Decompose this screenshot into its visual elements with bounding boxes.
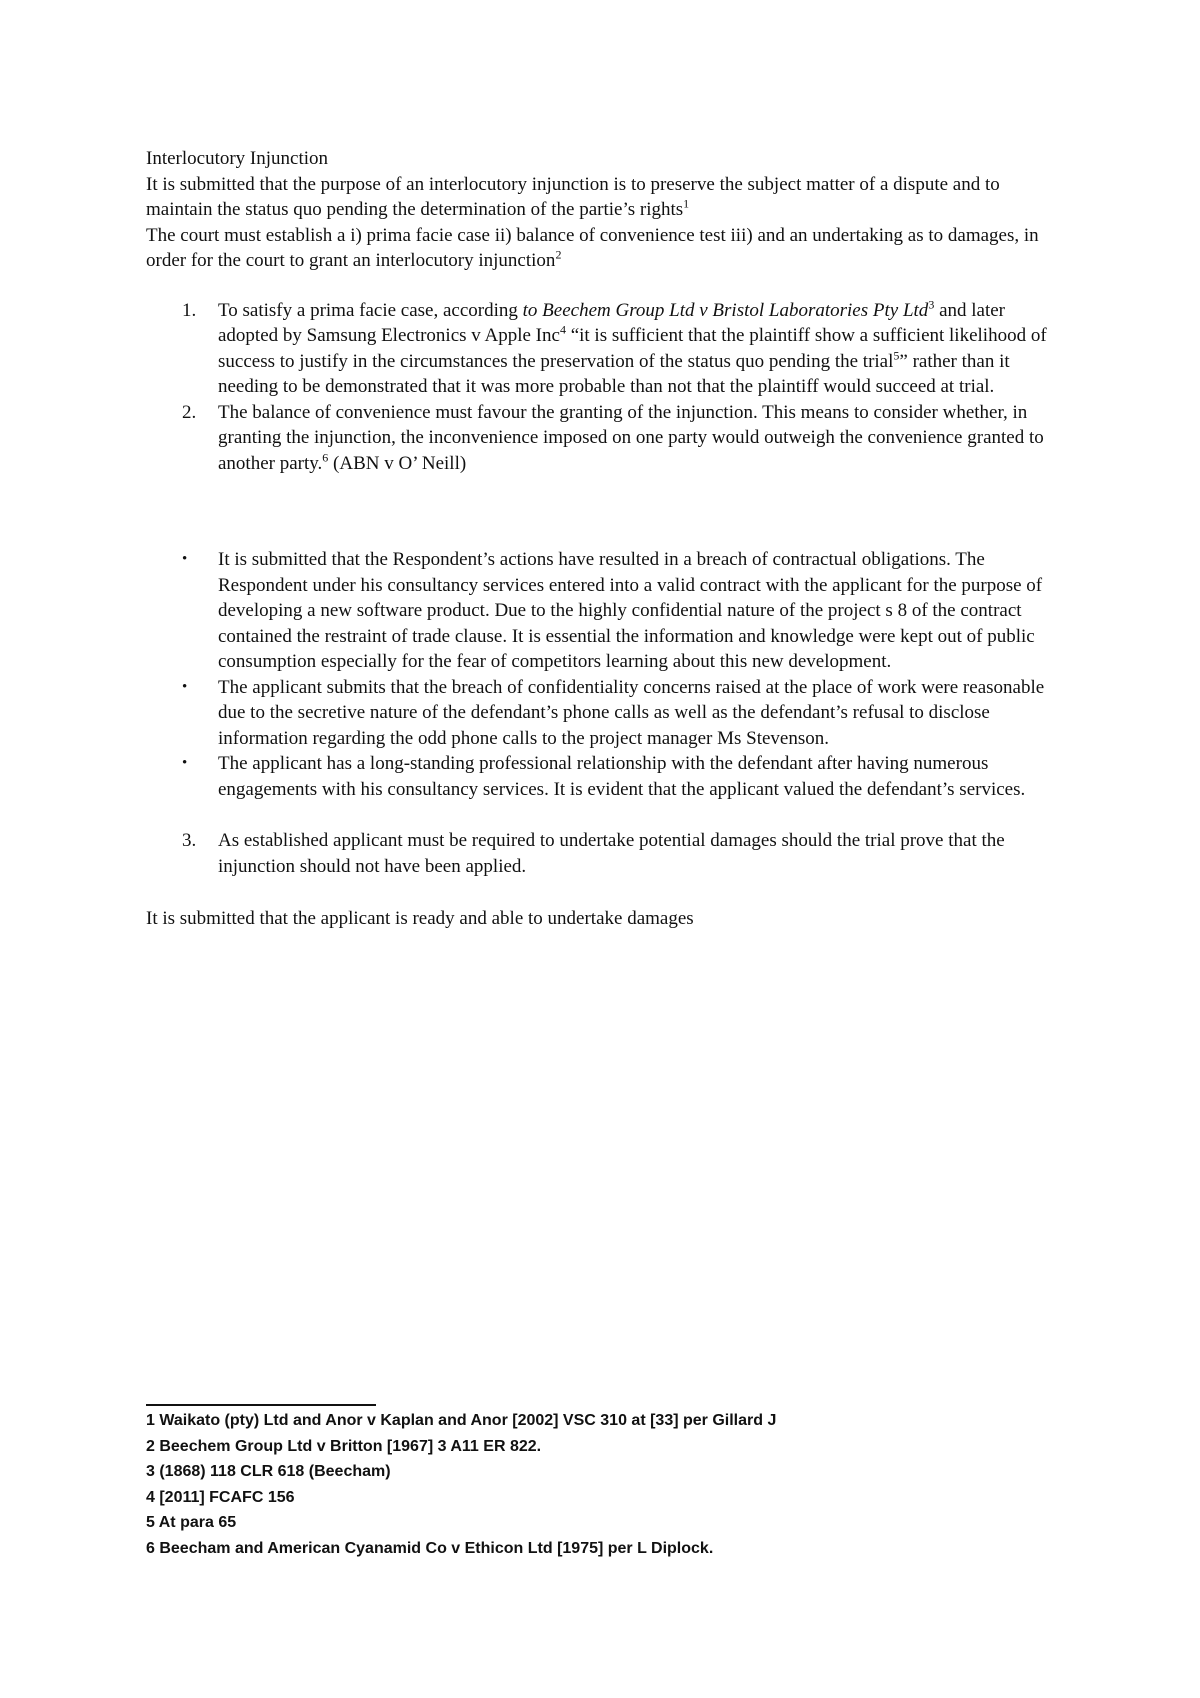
bullet-list [146,547,1066,802]
footnote-4: 4 [2011] FCAFC 156 [146,1488,295,1506]
footnote-ref-4: 4 [559,322,566,337]
footnote-6: 6 Beecham and American Cyanamid Co v Ethicon Ltd [1975] per L Diplock. [146,1539,714,1557]
bullet-icon: • [182,551,188,567]
closing-paragraph: It is submitted that the applicant is ready and able to undertake damages [146,908,694,929]
footnote-2: 2 Beechem Group Ltd v Britton [1967] 3 A11 ER 822. [146,1437,542,1455]
footnote-ref-6: 6 [322,450,329,465]
item1-text-3: “it is sufficient that the plaintiff show a sufficient likelihood of success to justify in the circumstances the preservation of the status quo pending the trial [218,325,1047,372]
footnotes [146,1408,1046,1561]
item1-text-4: ” rather than it needing to be demonstrated that it was more probable than not that the plaintiff would succeed at trial. [218,350,1010,397]
bullet-item-1 [146,547,1066,675]
bullet-icon: • [182,755,188,771]
numbered-list-bottom [146,828,1066,879]
bullet-item-2 [146,675,1066,752]
footnote-ref-3: 3 [928,297,935,312]
intro-paragraph-2 [146,223,1066,274]
item2-text-1: The balance of convenience must favour the granting of the injunction. This means to consider whether, in granting the injunction, the inconvenience imposed on one party would outweigh the convenience granted to another party. [218,401,1044,474]
intro-paragraph-1-text: It is submitted that the purpose of an interlocutory injunction is to preserve the subject matter of a dispute and to maintain the status quo pending the determination of the partie’s rights [146,173,1000,220]
footnote-ref-1: 1 [683,196,690,211]
bullet-icon: • [182,678,188,695]
document-heading: Interlocutory Injunction [146,148,329,169]
intro-paragraph-1 [146,172,1066,223]
footnote-1: 1 Waikato (pty) Ltd and Anor v Kaplan and Anor [2002] VSC 310 at [33] per Gillard J [146,1412,777,1429]
list-item-3 [146,828,1066,879]
list-number-2: 2. [182,401,197,423]
footnote-3: 3 (1868) 118 CLR 618 (Beecham) [146,1463,391,1480]
item1-text-1: To satisfy a prima facie case, according [218,299,523,321]
item1-text-2: and later adopted by Samsung Electronics v Apple Inc [218,299,1005,346]
list-item-1 [146,298,1066,400]
item2-text-2: (ABN v O’ Neill) [328,452,467,474]
bullet-item-2-text: The applicant submits that the breach of confidentiality concerns raised at the place of work were reasonable due to the secretive nature of the defendant’s phone calls as well as the defendant’s refusal to disclose information regarding the odd phone calls to the project manager Ms Stevenson. [218,676,1045,749]
bullet-item-3-text: The applicant has a long-standing professional relationship with the defendant after having numerous engagements with his consultancy services. It is evident that the applicant valued the defendant’s services. [218,753,1026,800]
list-item-2 [146,400,1066,477]
numbered-list-top [146,298,1066,477]
item1-case-name: to Beechem Group Ltd v Bristol Laboratories Pty Ltd [522,299,929,321]
bullet-item-1-text: It is submitted that the Respondent’s actions have resulted in a breach of contractual obligations. The Respondent under his consultancy services entered into a valid contract with the applicant for the purpose of developing a new software product. Due to the highly confidential nature of the project s 8 of the contract contained the restraint of trade clause. It is essential the information and knowledge were kept out of public consumption especially for the fear of competitors learning about this new development. [218,549,1043,672]
intro-paragraph-2-text: The court must establish a i) prima facie case ii) balance of convenience test iii) and an undertaking as to damages, in order for the court to grant an interlocutory injunction [146,224,1039,271]
document-body [146,146,1066,932]
footnote-5: 5 At para 65 [146,1514,237,1531]
list-number-3: 3. [182,830,197,851]
item3-text: As established applicant must be required to undertake potential damages should the trial prove that the injunction should not have been applied. [218,830,1005,877]
footnote-ref-5: 5 [893,348,900,363]
bullet-item-3 [146,751,1066,802]
footnote-ref-2: 2 [555,247,562,262]
footnote-separator [146,1404,376,1406]
list-number-1: 1. [182,299,197,321]
